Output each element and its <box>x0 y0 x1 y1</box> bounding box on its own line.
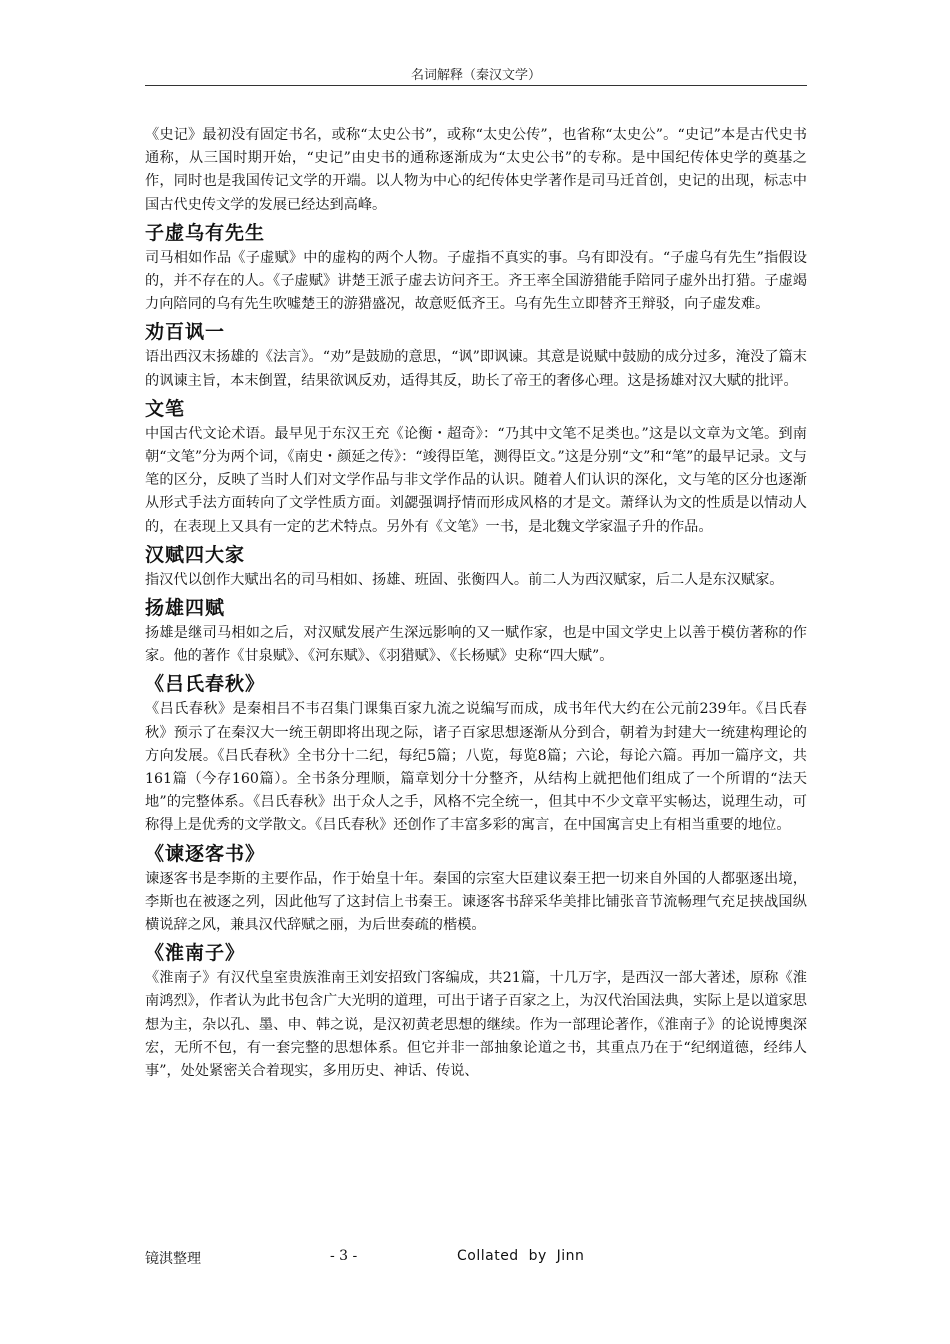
term-heading: 《淮南子》 <box>145 942 246 965</box>
document-body <box>145 124 807 1083</box>
term-heading: 汉赋四大家 <box>145 543 246 566</box>
page-number: - 3 - <box>330 1248 358 1264</box>
footer-credit: Collated by Jinn <box>457 1248 585 1264</box>
term-definition: 谏逐客书是李斯的主要作品，作于始皇十年。秦国的宗室大臣建议秦王把一切来自外国的人都驱逐出境，李斯也在被逐之列，因此他写了这封信上书秦王。谏逐客书辞采华美排比铺张音节流畅理气充足挟战国纵横说辞之风，兼具汉代辞赋之丽，为后世奏疏的楷模。 <box>145 870 807 934</box>
term-definition: 《吕氏春秋》是秦相吕不韦召集门课集百家九流之说编写而成，成书年代大约在公元前239年。《吕氏春秋》预示了在秦汉大一统王朝即将出现之际，诸子百家思想逐渐从分到合，朝着为封建大一统建构理论的方向发展。《吕氏春秋》全书分十二纪，每纪5篇；八览，每览8篇；六论，每论六篇。再加一篇序文，共161篇（今存160篇）。全书条分理顺，篇章划分十分整齐，从结构上就把他们组成了一个所谓的“法天地”的完整体系。《吕氏春秋》出于众人之手，风格不完全统一，但其中不少文章平实畅达，说理生动，可称得上是优秀的文学散文。《吕氏春秋》还创作了丰富多彩的寓言，在中国寓言史上有相当重要的地位。 <box>145 701 807 834</box>
term-definition: 司马相如作品《子虚赋》中的虚构的两个人物。子虚指不真实的事。乌有即没有。“子虚乌有先生”指假设的，并不存在的人。《子虚赋》讲楚王派子虚去访问齐王。齐王率全国游猎能手陪同子虚外出打猎。子虚竭力向陪同的乌有先生吹嘘楚王的游猎盛况，故意贬低齐王。乌有先生立即替齐王辩驳，向子虚发难。 <box>145 249 807 313</box>
term-definition: 《淮南子》有汉代皇室贵族淮南王刘安招致门客编成，共21篇，十几万字，是西汉一部大著述，原称《淮南鸿烈》，作者认为此书包含广大光明的道理，可出于诸子百家之上，为汉代治国法典，实际上是以道家思想为主，杂以孔、墨、申、韩之说，是汉初黄老思想的继续。作为一部理论著作，《淮南子》的论说博奥深宏，无所不包，有一套完整的思想体系。但它并非一部抽象论道之书，其重点乃在于“纪纲道德，经纬人事”，处处紧密关合着现实，多用历史、神话、传说、 <box>145 970 807 1080</box>
term-heading: 子虚乌有先生 <box>145 221 266 244</box>
term-definition: 语出西汉末扬雄的《法言》。“劝”是鼓励的意思，“讽”即讽谏。其意是说赋中鼓励的成分过多，淹没了篇末的讽谏主旨，本末倒置，结果欲讽反劝，适得其反，助长了帝王的奢侈心理。这是扬雄对汉大赋的批评。 <box>145 349 807 389</box>
term-definition: 中国古代文论术语。最早见于东汉王充《论衡・超奇》：“乃其中文笔不足类也。”这是以文章为文笔。到南朝“文笔”分为两个词，《南史・颜延之传》：“竣得臣笔，测得臣文。”这是分别“文”和“笔”的最早记录。文与笔的区分，反映了当时人们对文学作品与非文学作品的认识。随着人们认识的深化，文与笔的区分也逐渐从形式手法方面转向了文学性质方面。刘勰强调抒情而形成风格的才是文。萧绎认为文的性质是以情动人的，在表现上又具有一定的艺术特点。另外有《文笔》一书，是北魏文学家温子升的作品。 <box>145 425 807 535</box>
term-definition: 指汉代以创作大赋出名的司马相如、扬雄、班固、张衡四人。前二人为西汉赋家，后二人是东汉赋家。 <box>145 571 784 588</box>
intro-paragraph: 《史记》最初没有固定书名，或称“太史公书”，或称“太史公传”，也省称“太史公”。“史记”本是古代史书通称，从三国时期开始，“史记”由史书的通称逐渐成为“太史公书”的专称。是中国纪传体史学的奠基之作，同时也是我国传记文学的开端。以人物为中心的纪传体史学著作是司马迁首创，史记的出现，标志中国古代史传文学的发展已经达到高峰。 <box>145 127 807 213</box>
term-heading: 扬雄四赋 <box>145 597 226 620</box>
term-definition: 扬雄是继司马相如之后，对汉赋发展产生深远影响的又一赋作家，也是中国文学史上以善于模仿著称的作家。他的著作《甘泉赋》、《河东赋》、《羽猎赋》、《长杨赋》史称“四大赋”。 <box>145 625 807 665</box>
term-heading: 《吕氏春秋》 <box>145 673 266 696</box>
footer-author: 镜淇整理 <box>145 1251 201 1267</box>
term-heading: 文笔 <box>145 397 186 420</box>
term-heading: 《谏逐客书》 <box>145 842 266 865</box>
term-heading: 劝百讽一 <box>145 321 226 344</box>
page-header-title: 名词解释（秦汉文学） <box>410 68 541 83</box>
header-divider <box>145 85 807 86</box>
